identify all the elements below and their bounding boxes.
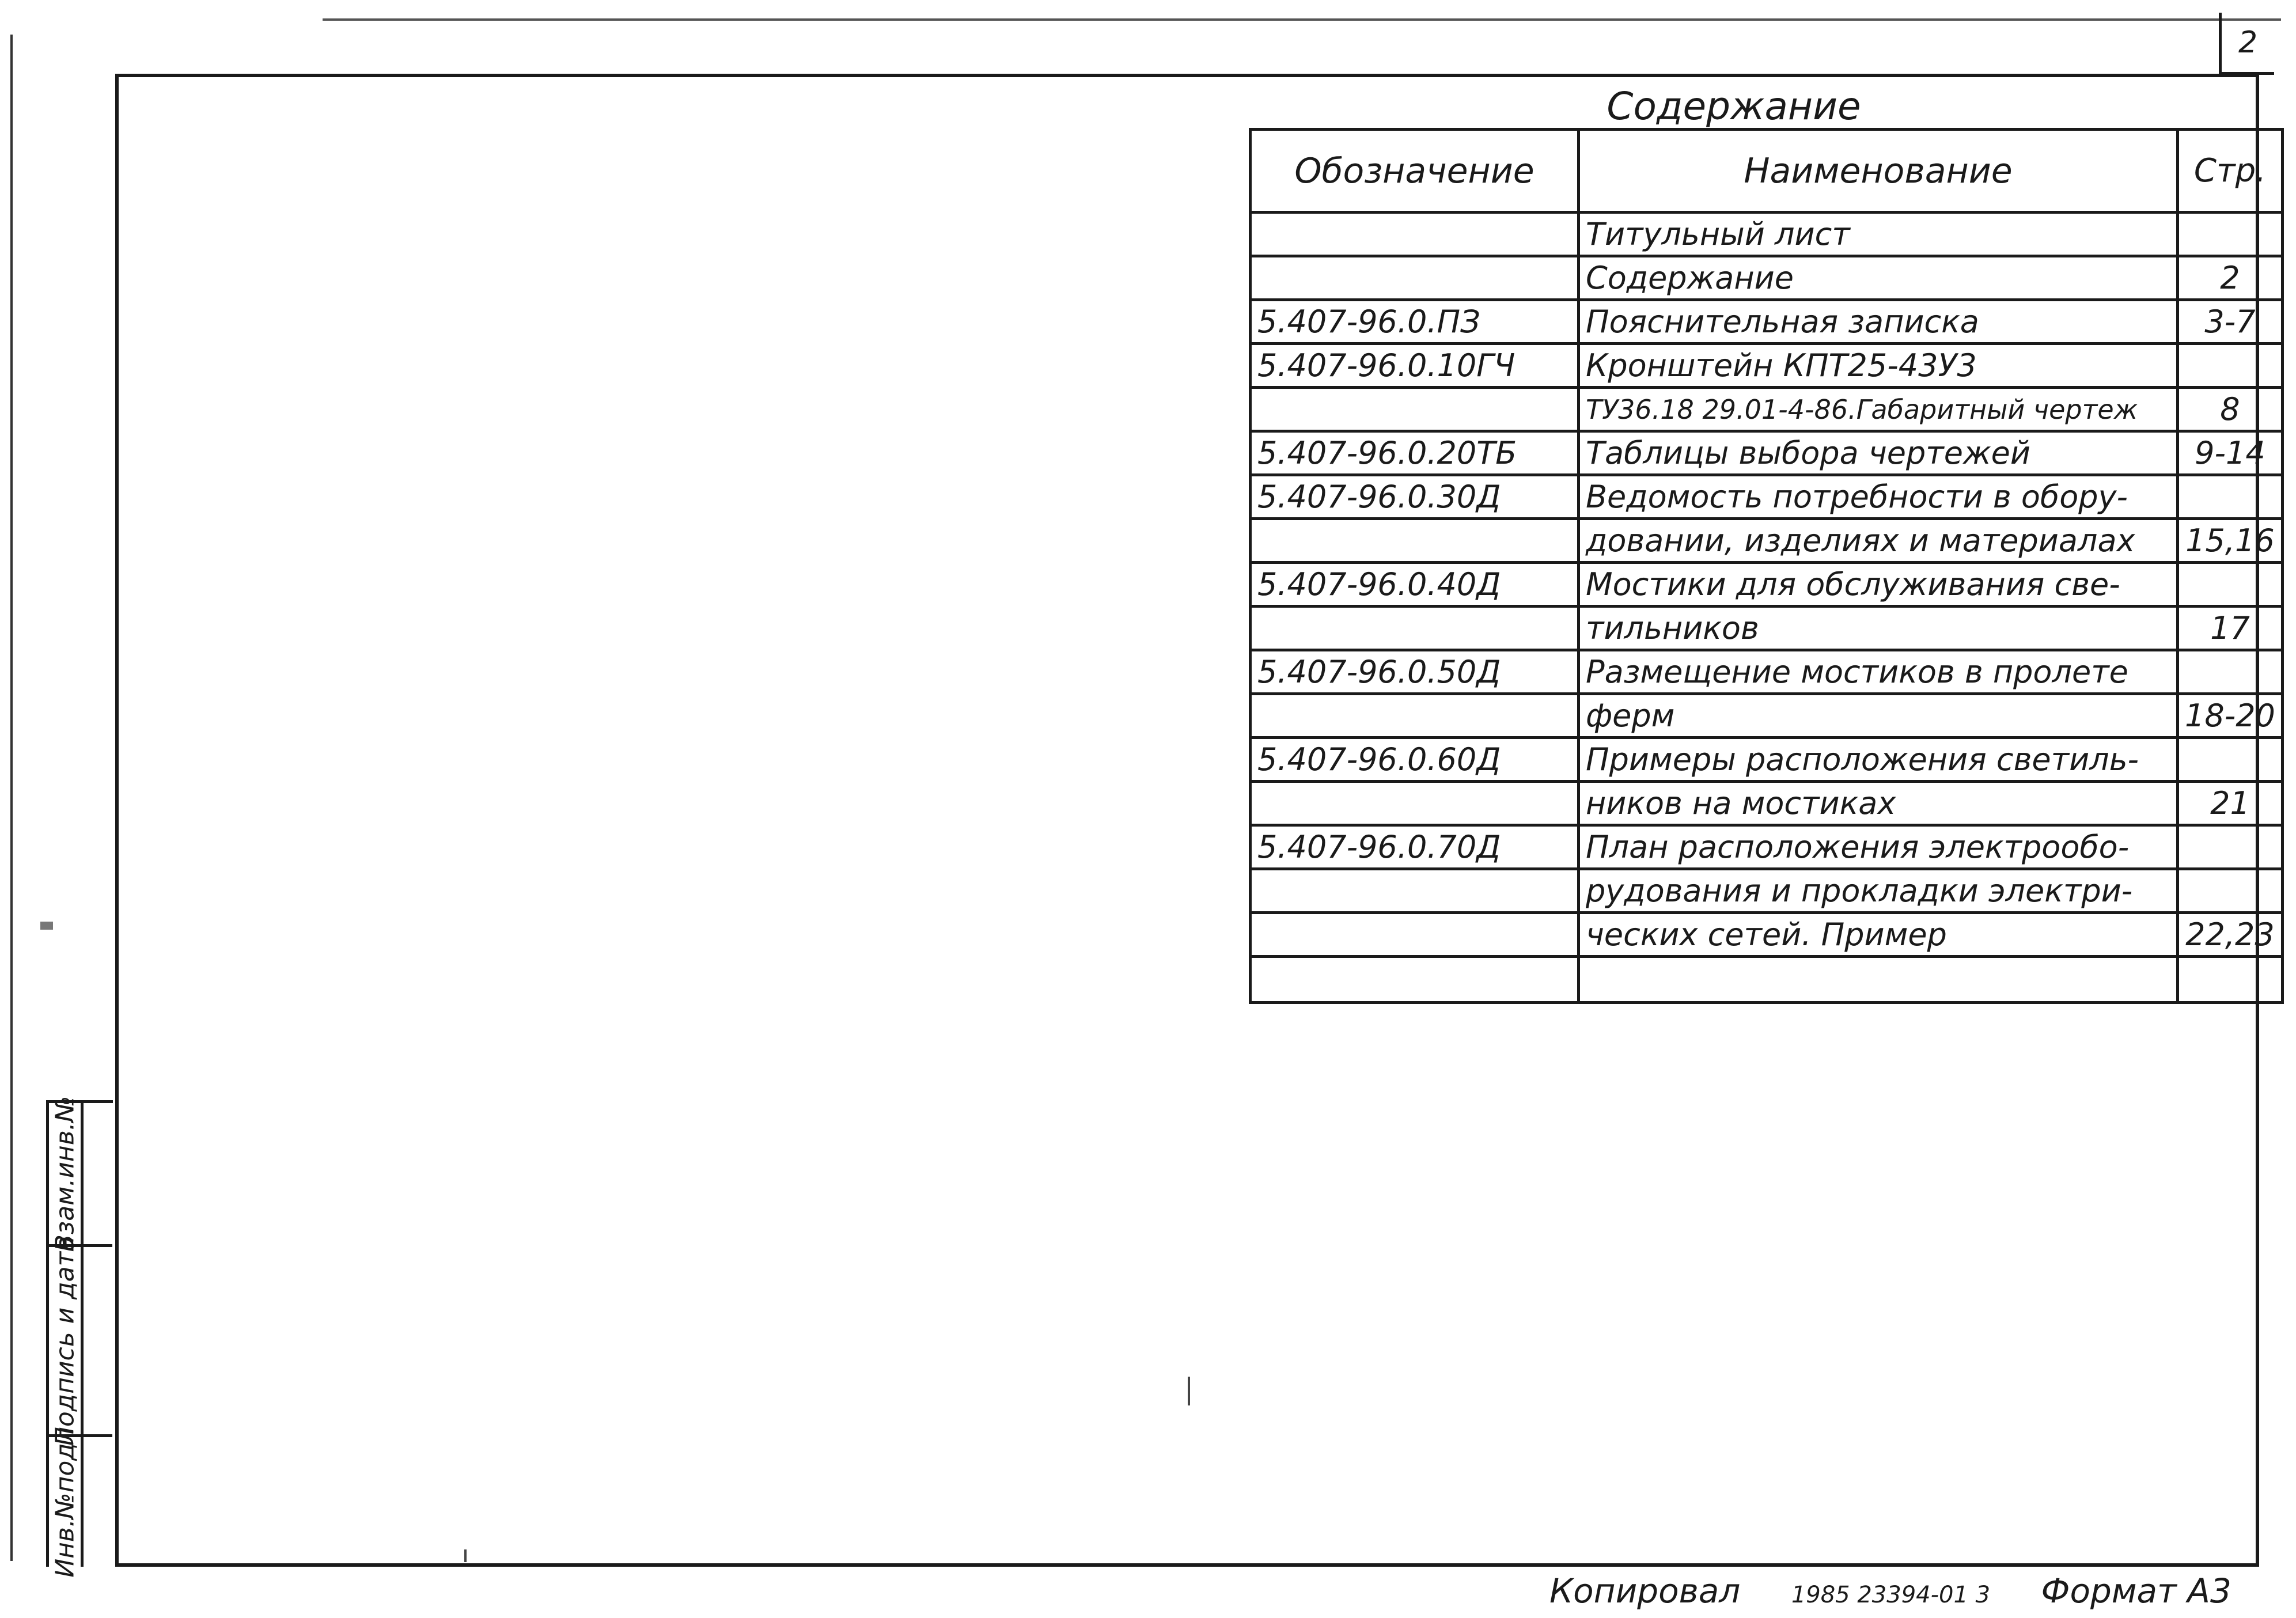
- scan-mark: [1188, 1377, 1190, 1405]
- table-row: [1251, 782, 2283, 825]
- table-row: [1251, 344, 2283, 388]
- row-name: Примеры расположения светиль-: [1579, 738, 2178, 782]
- header-page: Стр.: [2178, 130, 2283, 213]
- scan-mark: [464, 1549, 467, 1562]
- table-row: [1251, 256, 2283, 300]
- row-name: довании, изделиях и материалах: [1579, 519, 2178, 563]
- footer-number: 1985 23394-01 3: [1791, 1582, 1991, 1608]
- row-page: 21: [2178, 782, 2283, 825]
- row-page: 17: [2178, 607, 2283, 650]
- row-page: 15,16: [2178, 519, 2283, 563]
- row-page: 22,23: [2178, 913, 2283, 957]
- row-code: [1251, 213, 1579, 256]
- row-name: Кронштейн КПТ25-43У3: [1579, 344, 2178, 388]
- table-row: [1251, 300, 2283, 344]
- table-row: [1251, 475, 2283, 519]
- contents-table: [1249, 128, 2284, 1004]
- row-name: Размещение мостиков в пролете: [1579, 650, 2178, 694]
- row-name: Содержание: [1579, 256, 2178, 300]
- scan-mark: [40, 922, 53, 930]
- row-name: План расположения электрообо-: [1579, 825, 2178, 869]
- row-page: [2178, 650, 2283, 694]
- row-page: 18-20: [2178, 694, 2283, 738]
- sheet-number: 2: [2219, 13, 2274, 75]
- row-name: Таблицы выбора чертежей: [1579, 431, 2178, 475]
- empty-cell: [2178, 957, 2283, 1003]
- table-header-row: [1251, 130, 2283, 213]
- row-code: 5.407-96.0.20ТБ: [1251, 431, 1579, 475]
- row-name: рудования и прокладки электри-: [1579, 869, 2178, 913]
- row-page: 8: [2178, 388, 2283, 431]
- table-row: [1251, 519, 2283, 563]
- row-page: [2178, 869, 2283, 913]
- row-page: [2178, 825, 2283, 869]
- row-code: [1251, 607, 1579, 650]
- row-page: 3-7: [2178, 300, 2283, 344]
- stamp-cell-sign-date: [49, 1236, 112, 1446]
- footer-copied: Копировал: [1549, 1571, 1741, 1611]
- row-code: [1251, 913, 1579, 957]
- table-row: [1251, 607, 2283, 650]
- table-row: [1251, 694, 2283, 738]
- row-code: [1251, 869, 1579, 913]
- row-name: Мостики для обслуживания све-: [1579, 563, 2178, 607]
- footer-note: [1549, 1568, 2231, 1611]
- row-name: ТУ36.18 29.01-4-86.Габаритный чертеж: [1579, 388, 2178, 431]
- row-code: [1251, 782, 1579, 825]
- footer-format: Формат А3: [2041, 1571, 2231, 1611]
- row-name: ческих сетей. Пример: [1579, 913, 2178, 957]
- row-code: 5.407-96.0.70Д: [1251, 825, 1579, 869]
- table-row: [1251, 869, 2283, 913]
- row-code: [1251, 388, 1579, 431]
- row-page: [2178, 344, 2283, 388]
- contents-title: Содержание: [1607, 84, 1861, 128]
- empty-cell: [1579, 957, 2178, 1003]
- row-code: 5.407-96.0.60Д: [1251, 738, 1579, 782]
- row-code: [1251, 256, 1579, 300]
- row-code: 5.407-96.0.ПЗ: [1251, 300, 1579, 344]
- empty-cell: [1251, 957, 1579, 1003]
- left-border-line: [10, 35, 13, 1561]
- row-page: 9-14: [2178, 431, 2283, 475]
- stamp-label-inv-orig: Инв.№подл: [50, 1426, 79, 1578]
- table-row: [1251, 738, 2283, 782]
- stamp-cell-replace-inv: [49, 1096, 112, 1252]
- row-name: Ведомость потребности в обору-: [1579, 475, 2178, 519]
- table-row: [1251, 563, 2283, 607]
- row-name: ников на мостиках: [1579, 782, 2178, 825]
- stamp-label-sign-date: Подпись и дата: [50, 1236, 79, 1446]
- top-border-line: [323, 18, 2281, 21]
- row-code: 5.407-96.0.40Д: [1251, 563, 1579, 607]
- table-row: [1251, 913, 2283, 957]
- row-page: [2178, 213, 2283, 256]
- row-name: Пояснительная записка: [1579, 300, 2178, 344]
- header-code: Обозначение: [1251, 130, 1579, 213]
- table-row: [1251, 431, 2283, 475]
- table-row: [1251, 825, 2283, 869]
- header-name: Наименование: [1579, 130, 2178, 213]
- row-code: [1251, 519, 1579, 563]
- table-row: [1251, 650, 2283, 694]
- row-name: Титульный лист: [1579, 213, 2178, 256]
- row-code: 5.407-96.0.30Д: [1251, 475, 1579, 519]
- row-name: тильников: [1579, 607, 2178, 650]
- table-row-empty: [1251, 957, 2283, 1003]
- row-page: 2: [2178, 256, 2283, 300]
- row-page: [2178, 475, 2283, 519]
- row-code: 5.407-96.0.10ГЧ: [1251, 344, 1579, 388]
- table-row: [1251, 388, 2283, 431]
- table-row: [1251, 213, 2283, 256]
- row-name: ферм: [1579, 694, 2178, 738]
- stamp-cell-inv-orig: [49, 1426, 112, 1578]
- row-page: [2178, 738, 2283, 782]
- side-stamp: [46, 1096, 113, 1578]
- row-code: [1251, 694, 1579, 738]
- row-page: [2178, 563, 2283, 607]
- stamp-label-replace-inv: Взам.инв.№: [50, 1096, 79, 1252]
- row-code: 5.407-96.0.50Д: [1251, 650, 1579, 694]
